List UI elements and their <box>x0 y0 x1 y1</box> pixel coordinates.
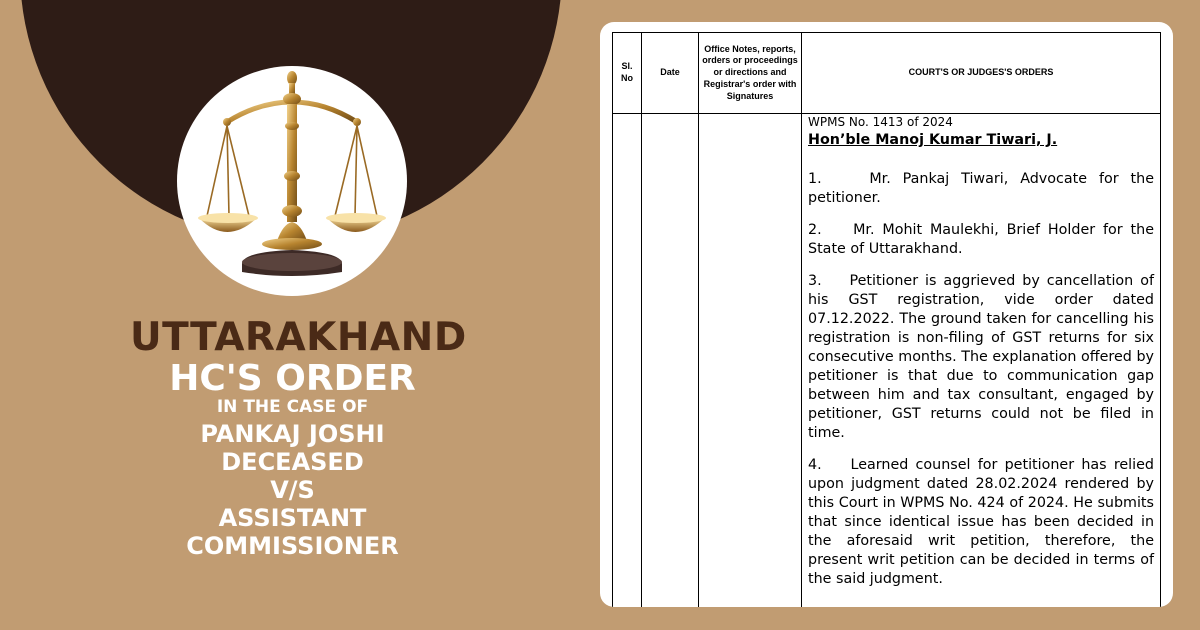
case-number: WPMS No. 1413 of 2024 <box>808 115 953 129</box>
headline-order: HC'S ORDER <box>169 358 416 399</box>
headline <box>130 315 467 560</box>
order-paragraph: 4. Learned counsel for petitioner has relied upon judgment dated 28.02.2024 rendered by this Court in WPMS No. 424 of 2024. He submits that since identical issue has been decided in the aforesaid writ petition, therefore, the present writ petition can be decided in terms of the said judgment. <box>808 457 1154 587</box>
headline-deceased: DECEASED <box>221 448 364 476</box>
court-order-document <box>600 22 1173 607</box>
column-header-office-notes: Office Notes, reports, orders or proceedings or directions and Registrar's order with Signatures <box>699 33 802 114</box>
logo-badge <box>177 66 407 296</box>
headline-respondent-2: COMMISSIONER <box>186 532 399 560</box>
order-paragraph: 1. Mr. Pankaj Tiwari, Advocate for the petitioner. <box>808 171 1154 206</box>
column-header-orders: COURT'S OR JUDGES'S ORDERS <box>802 33 1161 114</box>
headline-versus: V/S <box>270 476 315 504</box>
column-header-sl-no: Sl. No <box>613 33 642 114</box>
judge-name: Hon’ble Manoj Kumar Tiwari, J. <box>808 132 1058 148</box>
order-paragraph: 2. Mr. Mohit Maulekhi, Brief Holder for the State of Uttarakhand. <box>808 222 1154 257</box>
headline-respondent-1: ASSISTANT <box>218 504 367 532</box>
table-row <box>613 114 1161 608</box>
cell-orders <box>802 114 1161 608</box>
order-text <box>802 114 1160 589</box>
table-header-row <box>613 33 1161 114</box>
headline-court: UTTARAKHAND <box>130 315 467 360</box>
headline-in-the-case: IN THE CASE OF <box>216 397 369 417</box>
order-paragraph: 3. Petitioner is aggrieved by cancellation of his GST registration, vide order dated 07.12.2022. The ground taken for cancelling his registration is non-filing of GST returns for six consecutive months. The explanation offered by petitioner is that due to communication gap between him and tax consultant, engaged by petitioner, GST returns could not be filed in time. <box>808 273 1154 441</box>
column-header-date: Date <box>642 33 699 114</box>
headline-petitioner: PANKAJ JOSHI <box>200 420 385 448</box>
order-sheet-table <box>612 32 1161 607</box>
cell-date <box>642 114 699 608</box>
scales-of-justice-icon <box>177 66 407 296</box>
cell-office-notes <box>699 114 802 608</box>
cell-sl-no <box>613 114 642 608</box>
